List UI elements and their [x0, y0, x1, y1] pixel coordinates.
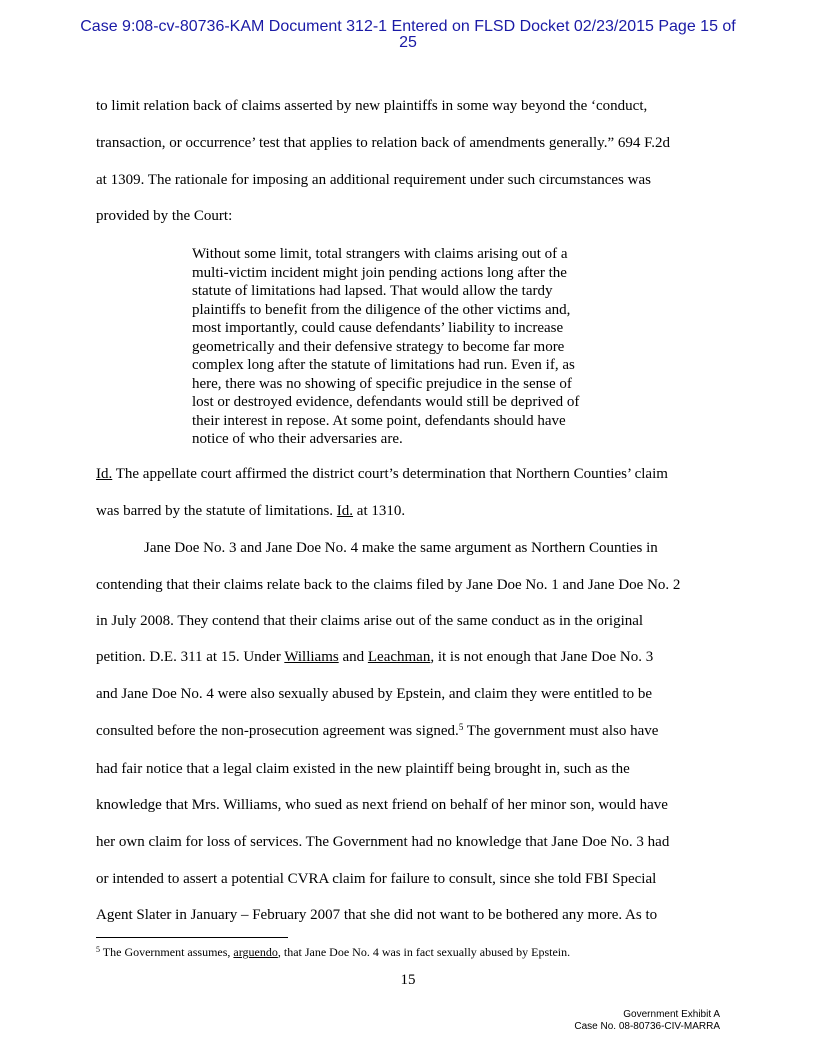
body-line: Id. The appellate court affirmed the district court’s determination that Northern Counties’ claim — [96, 466, 668, 482]
exhibit-line1: Government Exhibit A — [623, 1009, 720, 1020]
quote-line: notice of who their adversaries are. — [192, 431, 403, 447]
body-line: Jane Doe No. 3 and Jane Doe No. 4 make the same argument as Northern Counties in — [144, 540, 658, 556]
quote-line: plaintiffs to benefit from the diligence of the other victims and, — [192, 301, 571, 318]
body-line: transaction, or occurrence’ test that applies to relation back of amendments generally.” 694 F.2d — [96, 135, 671, 151]
docket-header — [0, 19, 816, 51]
footnote-mark: 5 — [96, 945, 100, 954]
body-line: knowledge that Mrs. Williams, who sued as next friend on behalf of her minor son, would have — [96, 797, 668, 813]
body-line: and Jane Doe No. 4 were also sexually abused by Epstein, and claim they were entitled to be — [96, 686, 653, 702]
body-line: provided by the Court: — [96, 208, 233, 224]
body-line: petition. D.E. 311 at 15. Under Williams and Leachman, it is not enough that Jane Doe No. 3 — [96, 649, 654, 665]
page-number: 15 — [400, 972, 416, 988]
id-citation: Id. — [336, 503, 354, 519]
exhibit-line2: Case No. 08-80736-CIV-MARRA — [574, 1021, 720, 1032]
case-name-leachman: Leachman — [367, 649, 431, 665]
body-line: Agent Slater in January – February 2007 that she did not want to be bothered any more. As to — [96, 907, 658, 923]
quote-line: complex long after the statute of limitations had run. Even if, as — [192, 357, 575, 373]
body-line: contending that their claims relate back to the claims filed by Jane Doe No. 1 and Jane Doe No. 2 — [96, 577, 681, 593]
footnote-divider — [96, 937, 288, 938]
body-line: to limit relation back of claims asserted by new plaintiffs in some way beyond the ‘conduct, — [96, 98, 648, 114]
quote-line: geometrically and their defensive strategy to become far more — [192, 338, 565, 355]
body-line: consulted before the non-prosecution agreement was signed.$^5$ The government must also have — [96, 722, 659, 739]
body-line: was barred by the statute of limitations. Id. at 1310. — [96, 503, 406, 519]
quote-line: statute of limitations had lapsed. That would allow the tardy — [192, 283, 553, 299]
quote-line: multi-victim incident might join pending actions long after the — [192, 264, 567, 281]
body-line: or intended to assert a potential CVRA claim for failure to consult, since she told FBI Special — [96, 871, 657, 887]
quote-line: here, there was no showing of specific prejudice in the sense of — [192, 375, 572, 392]
body-line: had fair notice that a legal claim existed in the new plaintiff being brought in, such as the — [96, 761, 630, 777]
quote-line: Without some limit, total strangers with claims arising out of a — [192, 246, 568, 262]
quote-line: lost or destroyed evidence, defendants would still be deprived of — [192, 394, 580, 410]
body-line: her own claim for loss of services. The Government had no knowledge that Jane Doe No. 3 had — [96, 834, 670, 850]
footnote-reference: 5 — [458, 722, 464, 732]
body-line: in July 2008. They contend that their claims arise out of the same conduct as in the original — [96, 613, 644, 629]
quote-line: their interest in repose. At some point, defendants should have — [192, 412, 566, 429]
block-quote — [192, 245, 622, 449]
footnote: $^5$ The Government assumes, arguendo, that Jane Doe No. 4 was in fact sexually abused by Epstein. — [96, 945, 571, 959]
docket-header-line2: 25 — [399, 34, 417, 51]
id-citation: Id. — [96, 466, 113, 482]
case-name-williams: Williams — [284, 649, 339, 665]
body-line: at 1309. The rationale for imposing an additional requirement under such circumstances was — [96, 172, 651, 188]
quote-line: most importantly, could cause defendants’ liability to increase — [192, 320, 564, 336]
exhibit-stamp — [574, 1009, 720, 1033]
docket-header-line1: Case 9:08-cv-80736-KAM Document 312-1 Entered on FLSD Docket 02/23/2015 Page 15 of — [80, 18, 736, 35]
